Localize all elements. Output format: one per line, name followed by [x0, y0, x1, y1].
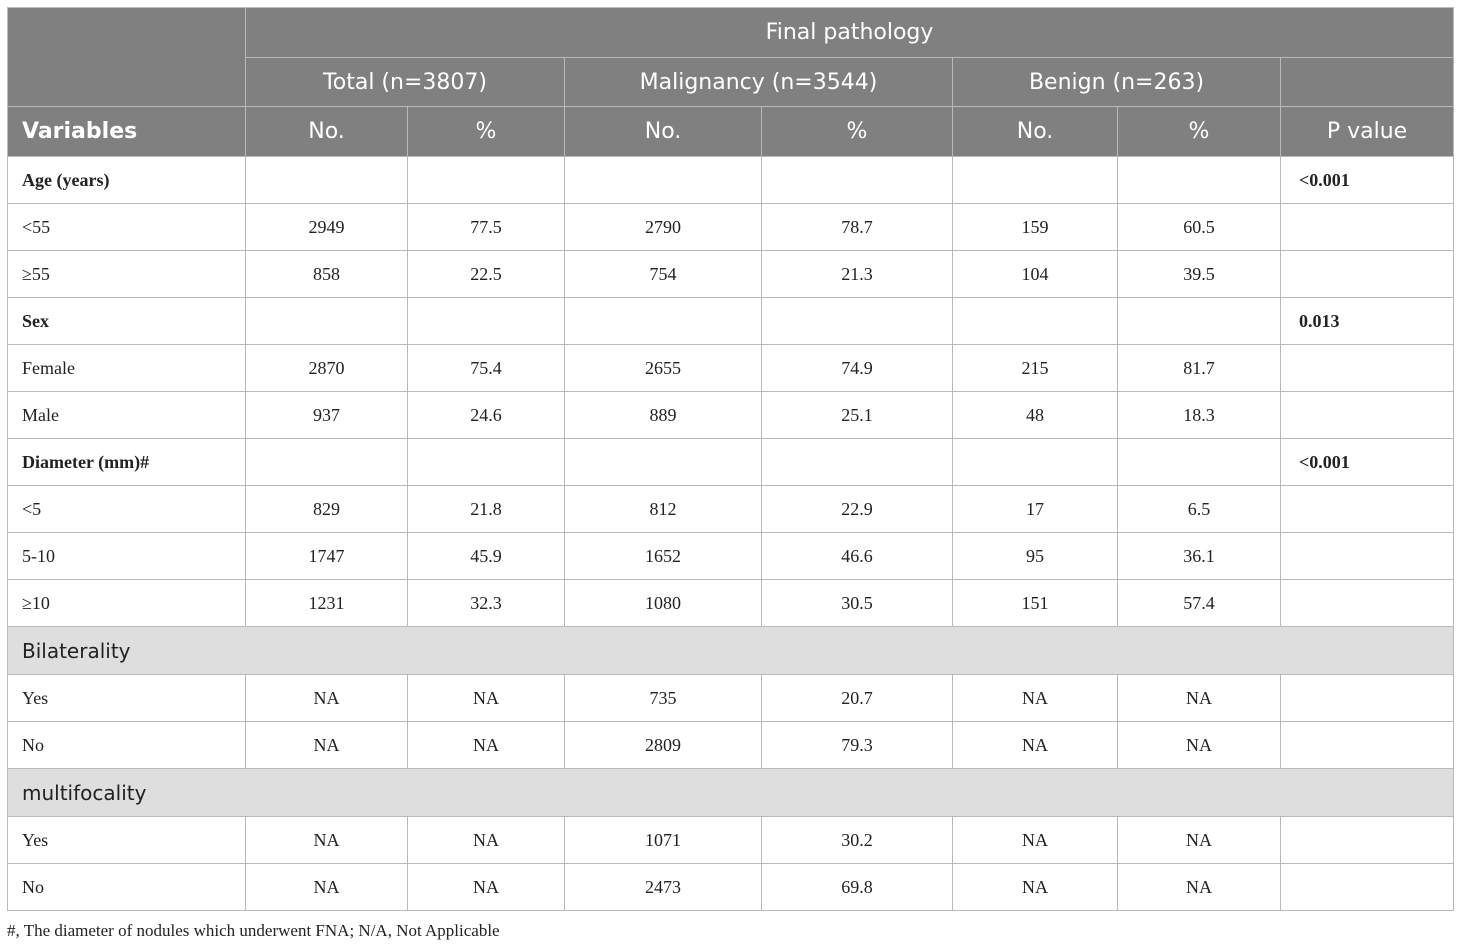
table-header [8, 8, 1454, 157]
table-cell: 22.5 [408, 251, 565, 298]
table-cell [565, 298, 762, 345]
table-body [8, 157, 1454, 911]
table-cell: 2790 [565, 204, 762, 251]
table-cell: 2809 [565, 722, 762, 769]
group-title: Final pathology [246, 8, 1454, 58]
table-cell: 2655 [565, 345, 762, 392]
table-cell: 829 [246, 486, 408, 533]
table-cell: 159 [953, 204, 1118, 251]
table-cell: 735 [565, 675, 762, 722]
table-row [8, 722, 1454, 769]
row-label: No [8, 722, 246, 769]
p-value-cell: 0.013 [1281, 298, 1454, 345]
table-cell: 151 [953, 580, 1118, 627]
variables-header: Variables [8, 107, 246, 157]
table-cell: 1080 [565, 580, 762, 627]
p-value-cell [1281, 817, 1454, 864]
table-cell: NA [408, 675, 565, 722]
table-cell: NA [1118, 675, 1281, 722]
table-row [8, 345, 1454, 392]
table-cell [953, 439, 1118, 486]
table-cell: 60.5 [1118, 204, 1281, 251]
table-cell: NA [246, 817, 408, 864]
table-cell [246, 298, 408, 345]
p-value-cell [1281, 204, 1454, 251]
table-cell: 74.9 [762, 345, 953, 392]
p-value-cell [1281, 722, 1454, 769]
table-row [8, 486, 1454, 533]
row-label: <5 [8, 486, 246, 533]
table-cell: 812 [565, 486, 762, 533]
col-benign-pct: % [1118, 107, 1281, 157]
row-label: ≥10 [8, 580, 246, 627]
table-row [8, 675, 1454, 722]
table-cell: NA [953, 722, 1118, 769]
table-cell: 1231 [246, 580, 408, 627]
table-cell: 24.6 [408, 392, 565, 439]
table-cell: 2870 [246, 345, 408, 392]
row-label: Female [8, 345, 246, 392]
row-label: Sex [8, 298, 246, 345]
row-label: <55 [8, 204, 246, 251]
col-pvalue: P value [1281, 107, 1454, 157]
row-label: Age (years) [8, 157, 246, 204]
table-row [8, 864, 1454, 911]
table-cell [953, 298, 1118, 345]
table-row [8, 204, 1454, 251]
table-cell: 104 [953, 251, 1118, 298]
header-corner [8, 8, 246, 107]
p-value-cell [1281, 486, 1454, 533]
row-label: ≥55 [8, 251, 246, 298]
p-value-cell [1281, 392, 1454, 439]
table-cell: NA [408, 817, 565, 864]
table-cell: NA [1118, 722, 1281, 769]
table-cell [565, 439, 762, 486]
row-label: Diameter (mm)# [8, 439, 246, 486]
row-label: Yes [8, 675, 246, 722]
table-cell [408, 439, 565, 486]
table-cell: 1652 [565, 533, 762, 580]
table-cell: 75.4 [408, 345, 565, 392]
row-label: Male [8, 392, 246, 439]
table-cell [565, 157, 762, 204]
group-blank [1281, 58, 1454, 107]
table-cell: NA [408, 864, 565, 911]
table-cell: NA [246, 675, 408, 722]
table-cell [246, 439, 408, 486]
group-malignancy: Malignancy (n=3544) [565, 58, 953, 107]
section-row [8, 627, 1454, 675]
table-cell: 21.8 [408, 486, 565, 533]
table-cell: 77.5 [408, 204, 565, 251]
table-cell: 2949 [246, 204, 408, 251]
col-malignancy-no: No. [565, 107, 762, 157]
table-cell [1118, 439, 1281, 486]
table-cell: 78.7 [762, 204, 953, 251]
table-cell: 20.7 [762, 675, 953, 722]
p-value-cell: <0.001 [1281, 439, 1454, 486]
table-cell: 45.9 [408, 533, 565, 580]
table-cell: 25.1 [762, 392, 953, 439]
table-cell: 39.5 [1118, 251, 1281, 298]
p-value-cell [1281, 533, 1454, 580]
table-cell: 937 [246, 392, 408, 439]
table-cell: 69.8 [762, 864, 953, 911]
table-cell: 2473 [565, 864, 762, 911]
p-value-cell [1281, 251, 1454, 298]
table-cell: NA [953, 817, 1118, 864]
table-cell: 21.3 [762, 251, 953, 298]
col-malignancy-pct: % [762, 107, 953, 157]
p-value-cell [1281, 864, 1454, 911]
table-cell: 6.5 [1118, 486, 1281, 533]
table-row [8, 251, 1454, 298]
table-cell [953, 157, 1118, 204]
table-cell: 48 [953, 392, 1118, 439]
row-label: No [8, 864, 246, 911]
table-row [8, 392, 1454, 439]
table-cell: 858 [246, 251, 408, 298]
table-row [8, 817, 1454, 864]
table-cell [408, 298, 565, 345]
row-label: 5-10 [8, 533, 246, 580]
table-cell [762, 157, 953, 204]
section-label: Bilaterality [8, 627, 1454, 675]
table-cell: 95 [953, 533, 1118, 580]
table-cell: 1071 [565, 817, 762, 864]
table-cell: NA [1118, 817, 1281, 864]
col-total-pct: % [408, 107, 565, 157]
table-cell [762, 439, 953, 486]
category-row [8, 298, 1454, 345]
table-cell: 30.2 [762, 817, 953, 864]
table-row [8, 580, 1454, 627]
table-cell: 30.5 [762, 580, 953, 627]
col-benign-no: No. [953, 107, 1118, 157]
row-label: Yes [8, 817, 246, 864]
table-cell: 32.3 [408, 580, 565, 627]
table-cell: 81.7 [1118, 345, 1281, 392]
table-cell: 215 [953, 345, 1118, 392]
section-row [8, 769, 1454, 817]
table-cell [762, 298, 953, 345]
p-value-cell [1281, 675, 1454, 722]
table-cell [246, 157, 408, 204]
group-total: Total (n=3807) [246, 58, 565, 107]
table-cell: 36.1 [1118, 533, 1281, 580]
category-row [8, 439, 1454, 486]
table-cell: 754 [565, 251, 762, 298]
p-value-cell [1281, 345, 1454, 392]
category-row [8, 157, 1454, 204]
table-cell: 79.3 [762, 722, 953, 769]
table-cell: NA [953, 864, 1118, 911]
table-cell: 46.6 [762, 533, 953, 580]
table-cell: 889 [565, 392, 762, 439]
table-cell: NA [1118, 864, 1281, 911]
p-value-cell: <0.001 [1281, 157, 1454, 204]
col-total-no: No. [246, 107, 408, 157]
table-cell: NA [408, 722, 565, 769]
table-cell: 18.3 [1118, 392, 1281, 439]
table-cell: 17 [953, 486, 1118, 533]
table-row [8, 533, 1454, 580]
footnote: #, The diameter of nodules which underwent FNA; N/A, Not Applicable [7, 921, 500, 940]
table-cell [1118, 298, 1281, 345]
p-value-cell [1281, 580, 1454, 627]
table-cell [408, 157, 565, 204]
table-cell [1118, 157, 1281, 204]
table-cell: NA [246, 722, 408, 769]
table-cell: NA [953, 675, 1118, 722]
table-cell: 22.9 [762, 486, 953, 533]
table-cell: 1747 [246, 533, 408, 580]
group-benign: Benign (n=263) [953, 58, 1281, 107]
table-cell: NA [246, 864, 408, 911]
section-label: multifocality [8, 769, 1454, 817]
data-table [7, 7, 1454, 911]
table-cell: 57.4 [1118, 580, 1281, 627]
